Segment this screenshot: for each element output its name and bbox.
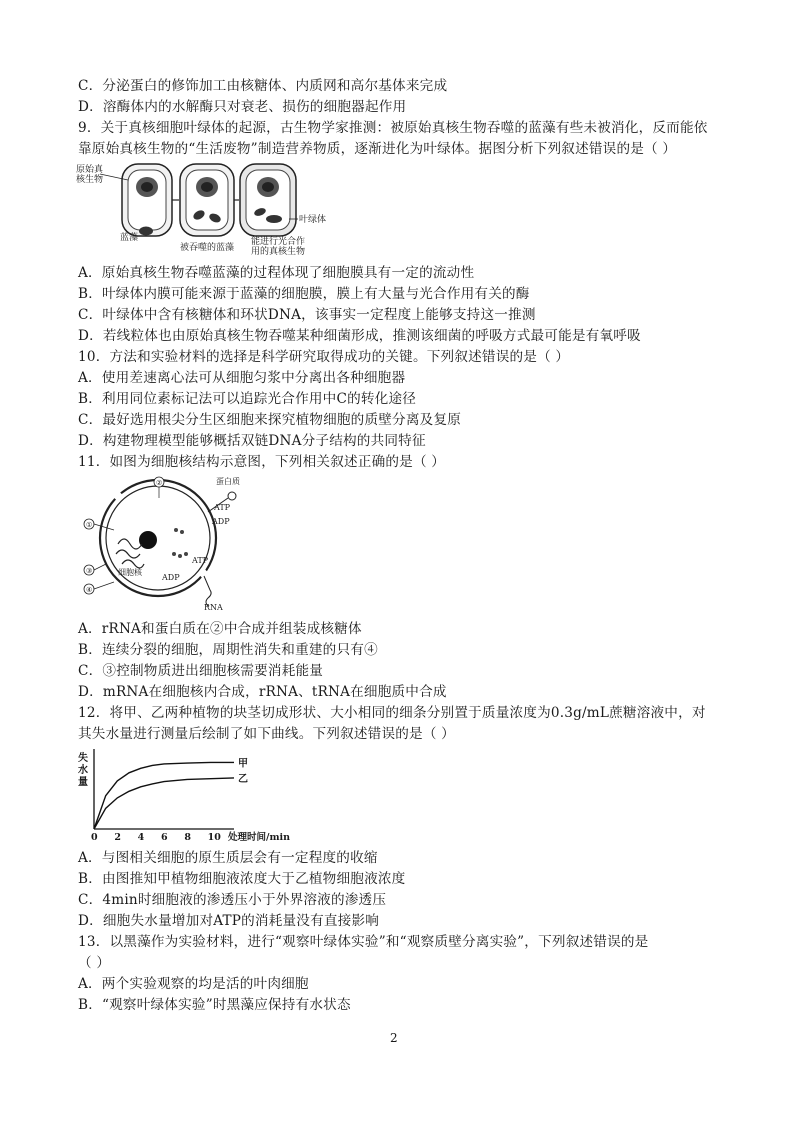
label-host-l1: 原始真 xyxy=(76,165,104,175)
callout-1: ① xyxy=(86,521,93,529)
question-10-option-c: C．最好选用根尖分生区细胞来探究植物细胞的质壁分离及复原 xyxy=(78,412,462,428)
question-10-option-d: D．构建物理模型能够概括双链DNA分子结构的共同特征 xyxy=(78,433,426,449)
question-13-stem-cont: （ ） xyxy=(78,955,111,971)
x-tick-label: 6 xyxy=(161,832,168,843)
page-number: 2 xyxy=(390,1031,398,1045)
question-11-stem: 11．如图为细胞核结构示意图，下列相关叙述正确的是（ ） xyxy=(78,454,446,470)
question-9-stem-cont: 靠原始真核生物的“生活废物”制造营养物质，逐渐进化为叶绿体。据图分析下列叙述错误的是（ ） xyxy=(78,141,677,157)
x-tick-label: 4 xyxy=(137,832,145,843)
series-label-1: 甲 xyxy=(238,758,248,770)
question-13-option-b: B．“观察叶绿体实验”时黑藻应保持有水状态 xyxy=(78,997,351,1013)
question-9-option-b: B．叶绿体内膜可能来源于蓝藻的细胞膜，膜上有大量与光合作用有关的酶 xyxy=(78,286,530,302)
question-11-option-a: A．rRNA和蛋白质在②中合成并组装成核糖体 xyxy=(78,621,362,637)
label-cyanobacteria: 蓝藻 xyxy=(120,233,139,243)
nucleus-structure-figure xyxy=(76,472,276,612)
question-12-option-a: A．与图相关细胞的原生质层会有一定程度的收缩 xyxy=(78,850,378,866)
question-9-option-a: A．原始真核生物吞噬蓝藻的过程体现了细胞膜具有一定的流动性 xyxy=(78,265,475,281)
option-c: C．分泌蛋白的修饰加工由核糖体、内质网和高尔基体来完成 xyxy=(78,78,448,94)
label-photo-l1: 能进行光合作 xyxy=(251,237,306,247)
question-11-option-b: B．连续分裂的细胞，周期性消失和重建的只有④ xyxy=(78,642,378,658)
callout-2: ② xyxy=(156,479,163,487)
label-protein: 蛋白质 xyxy=(216,477,240,486)
question-12-stem: 12．将甲、乙两种植物的块茎切成形状、大小相同的细条分别置于质量浓度为0.3g/mL蔗糖溶液中，对 xyxy=(78,705,706,721)
question-10-option-a: A．使用差速离心法可从细胞匀浆中分离出各种细胞器 xyxy=(78,370,406,386)
question-10-option-b: B．利用同位素标记法可以追踪光合作用中C的转化途径 xyxy=(78,391,417,407)
label-photo-l2: 用的真核生物 xyxy=(251,247,306,257)
question-13-stem: 13．以黑藻作为实验材料，进行“观察叶绿体实验”和“观察质壁分离实验”，下列叙述错误的是 xyxy=(78,934,649,950)
label-host-l2: 核生物 xyxy=(76,175,104,185)
question-9-option-d: D．若线粒体也由原始真核生物吞噬某种细菌形成，推测该细菌的呼吸方式最可能是有氧呼吸 xyxy=(78,328,641,344)
series-label-2: 乙 xyxy=(238,773,248,785)
series-line-1 xyxy=(94,762,234,829)
y-axis-label: 失水量 xyxy=(78,753,88,788)
water-loss-chart xyxy=(78,745,338,845)
x-tick-label: 0 xyxy=(91,832,98,843)
callout-3: ③ xyxy=(86,567,93,575)
question-9-stem: 9．关于真核细胞叶绿体的起源，古生物学家推测：被原始真核生物吞噬的蓝藻有些未被消化，反而能依 xyxy=(78,120,708,136)
question-11-option-d: D．mRNA在细胞核内合成，rRNA、tRNA在细胞质中合成 xyxy=(78,684,447,700)
label-chloroplast: 叶绿体 xyxy=(299,215,327,225)
label-engulfed: 被吞噬的蓝藻 xyxy=(180,243,235,253)
callout-4: ④ xyxy=(86,586,93,594)
label-adp-2: ADP xyxy=(162,573,180,582)
question-11-option-c: C．③控制物质进出细胞核需要消耗能量 xyxy=(78,663,324,679)
x-tick-label: 10 xyxy=(207,832,221,843)
question-12-option-c: C．4min时细胞液的渗透压小于外界溶液的渗透压 xyxy=(78,892,387,908)
question-12-option-b: B．由图推知甲植物细胞液浓度大于乙植物细胞液浓度 xyxy=(78,871,406,887)
question-10-stem: 10．方法和实验材料的选择是科学研究取得成功的关键。下列叙述错误的是（ ） xyxy=(78,349,570,365)
label-atp-1: ATP xyxy=(214,503,231,512)
x-axis-label: 处理时间/min xyxy=(228,832,291,843)
label-nucleus: 细胞核 xyxy=(118,568,142,577)
option-d: D．溶酶体内的水解酶只对衰老、损伤的细胞器起作用 xyxy=(78,99,407,115)
series-line-2 xyxy=(94,778,234,829)
label-atp-2: ATP xyxy=(192,556,209,565)
question-12-option-d: D．细胞失水量增加对ATP的消耗量没有直接影响 xyxy=(78,913,380,929)
label-adp-1: ADP xyxy=(212,517,230,526)
chloroplast-origin-figure xyxy=(76,160,327,257)
x-tick-label: 8 xyxy=(184,832,191,843)
question-9-option-c: C．叶绿体中含有核糖体和环状DNA，该事实一定程度上能够支持这一推测 xyxy=(78,307,536,323)
x-tick-label: 2 xyxy=(114,832,121,843)
question-12-stem-cont: 其失水量进行测量后绘制了如下曲线。下列叙述错误的是（ ） xyxy=(78,726,455,742)
label-rna: RNA xyxy=(204,603,223,612)
question-13-option-a: A．两个实验观察的均是活的叶肉细胞 xyxy=(78,976,309,992)
